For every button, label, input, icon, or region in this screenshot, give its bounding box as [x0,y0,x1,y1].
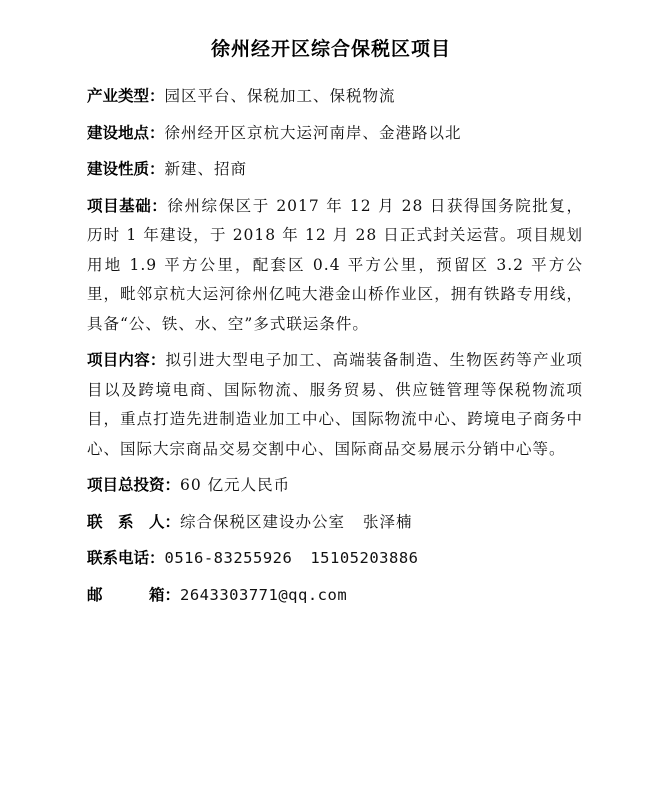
phone-mobile: 15105203886 [310,549,419,567]
field-contact [87,508,583,538]
field-content [87,346,583,464]
field-industry-type [87,82,583,112]
field-phone [87,544,583,574]
field-investment [87,471,583,501]
field-value: 徐州经开区京杭大运河南岸、金港路以北 [164,123,462,142]
field-label: 项目内容： [87,351,166,369]
field-value: 60 亿元人民币 [180,476,291,494]
field-nature [87,155,583,185]
field-label: 建设地点： [87,123,165,142]
field-location [87,119,583,149]
field-label: 联 系 人： [87,512,181,531]
field-label: 联系电话： [87,549,165,567]
field-value: 园区平台、保税加工、保税物流 [164,87,396,105]
document-title: 徐州经开区综合保税区项目 [210,38,451,60]
phone-landline: 0516-83255926 [164,549,293,567]
field-basis [87,192,583,340]
field-value: 新建、招商 [164,160,248,178]
field-label: 邮 箱： [87,585,181,604]
field-label: 项目总投资： [87,476,181,494]
field-email [87,581,583,611]
field-label: 建设性质： [87,160,165,178]
field-value: 拟引进大型电子加工、高端装备制造、生物医药等产业项目以及跨境电商、国际物流、服务贸易、供应链管理等保税物流项目，重点打造先进制造业加工中心、国际物流中心、跨境电子商务中心、国际大宗商品交易交割中心、国际商品交易展示分销中心等。 [87,351,583,458]
field-label: 产业类型： [87,87,165,105]
field-label: 项目基础： [87,196,168,215]
field-value: 徐州综保区于 2017 年 12 月 28 日获得国务院批复，历时 1 年建设，于 2018 年 12 月 28 日正式封关运营。项目规划用地 1.9 平方公里，配套区 0.4 平方公里，预留区 3.2 平方公里，毗邻京杭大运河徐州亿吨大港金山桥作业区，拥有铁路专用线，具备“公、铁、水、空”多式联运条件。 [87,196,583,333]
contact-person: 张泽楠 [363,512,413,531]
contact-office: 综合保税区建设办公室 [180,512,346,531]
email-value: 2643303771@qq.com [180,585,348,604]
document-body [87,82,583,617]
